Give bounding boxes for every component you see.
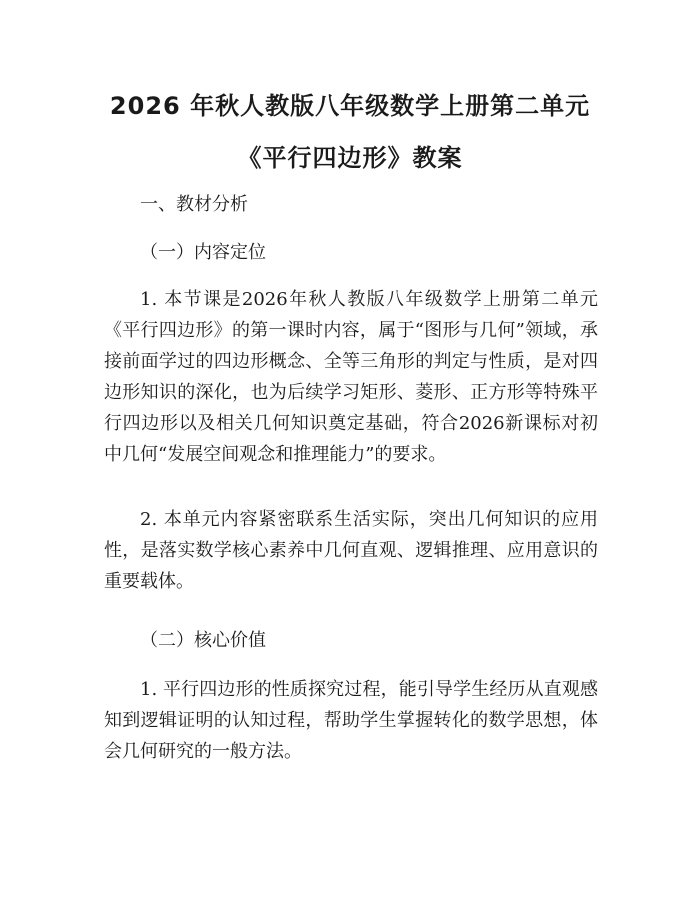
paragraph-content-positioning-1: 1. 本节课是2026年秋人教版八年级数学上册第二单元《平行四边形》的第一课时内容，属于“图形与几何”领域，承接前面学过的四边形概念、全等三角形的判定与性质，是对四边形知识的深化，也为后续学习矩形、菱形、正方形等特殊平行四边形以及相关几何知识奠定基础，符合2026新课标对初中几何“发展空间观念和推理能力”的要求。: [104, 289, 598, 465]
document-title-line-1: 2026 年秋人教版八年级数学上册第二单元: [109, 92, 591, 120]
paragraph-core-value-1: 1. 平行四边形的性质探究过程，能引导学生经历从直观感知到逻辑证明的认知过程，帮助学生掌握转化的数学思想，体会几何研究的一般方法。: [104, 679, 598, 762]
document-title-line-2: 《平行四边形》教案: [237, 144, 463, 172]
section-heading-teaching-material-analysis: 一、教材分析: [140, 194, 248, 215]
subsection-heading-core-value: （二）核心价值: [140, 630, 266, 651]
paragraph-content-positioning-2: 2. 本单元内容紧密联系生活实际，突出几何知识的应用性，是落实数学核心素养中几何直观、逻辑推理、应用意识的重要载体。: [104, 509, 598, 592]
subsection-heading-content-positioning: （一）内容定位: [140, 242, 266, 263]
